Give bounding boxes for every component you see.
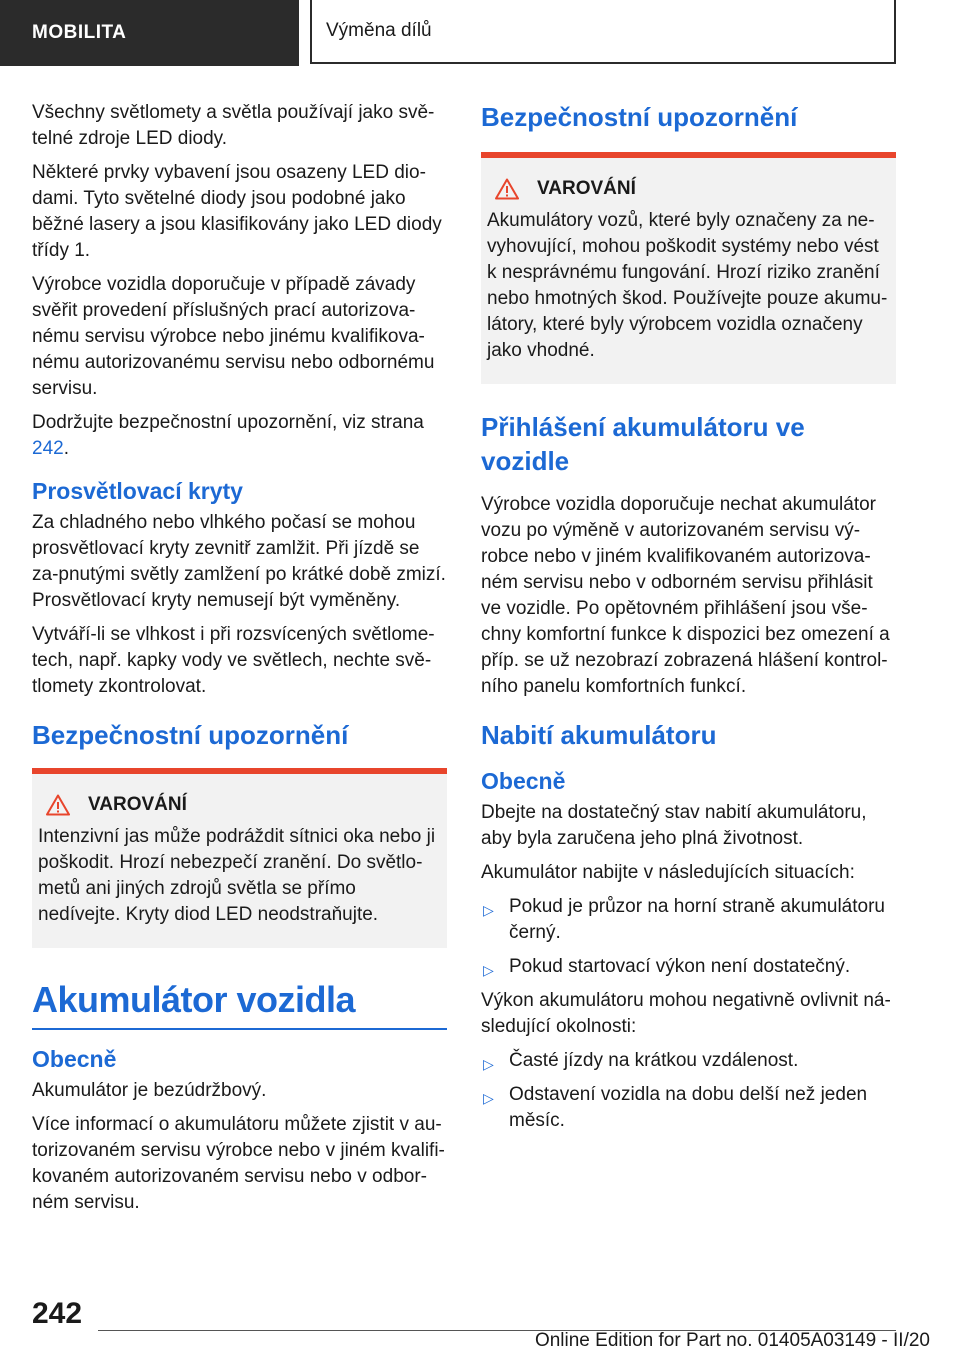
bullet-list: [481, 894, 896, 980]
left-column: [32, 100, 447, 1224]
paragraph: Výkon akumulátoru mohou negativně ovlivnit ná‐sledující okolnosti:: [481, 990, 891, 1037]
warning-title: VAROVÁNÍ: [88, 794, 187, 815]
paragraph-with-link: [32, 410, 447, 462]
heading-safety: Bezpečnostní upozornění: [481, 102, 798, 132]
paragraph: Výrobce vozidla doporučuje v případě závady svěřit provedení příslušných prací autorizova‐nému servisu výrobce nebo jinému kvalifikova‐nému autorizovanému servisu nebo odbornému servisu.: [32, 274, 435, 399]
paragraph: Více informací o akumulátoru můžete zjistit v au‐torizovaném servisu výrobce nebo v jiném kvalifi‐kovaném autorizovaném servisu nebo v odbor‐ném servisu.: [32, 1114, 445, 1213]
right-column: [481, 100, 896, 1142]
list-item: [481, 1048, 896, 1074]
paragraph: Všechny světlomety a světla používají jako svě‐telné zdroje LED diody.: [32, 102, 435, 149]
page-link[interactable]: 242: [32, 438, 64, 459]
warning-box: [481, 152, 896, 384]
heading-general: Obecně: [32, 1046, 117, 1072]
warning-text: Intenzivní jas může podráždit sítnici oka nebo ji poškodit. Hrozí nebezpečí zranění. Do světlo‐metů ani jiných zdrojů světla se přímo nedívejte. Kryty diod LED neodstraňujte.: [38, 826, 436, 925]
triangle-bullet-icon: ▷: [483, 1090, 494, 1106]
paragraph: Za chladného nebo vlhkého počasí se mohou prosvětlovací kryty zevnitř zamlžit. Při jízdě se za‐pnutými světly zamlžení po krátké době zmizí. Prosvětlovací kryty nemusejí být vyměněny.: [32, 512, 446, 611]
paragraph: Dbejte na dostatečný stav nabití akumulátoru, aby byla zaručena jeho plná životnost.: [481, 802, 867, 849]
paragraph-end: .: [63, 438, 69, 459]
chapter-heading-wrap: [32, 978, 447, 1030]
warning-triangle-icon: [46, 794, 70, 816]
edition-footer: Online Edition for Part no. 01405A03149 - II/20: [534, 1330, 930, 1351]
list-item: [481, 954, 896, 980]
triangle-bullet-icon: ▷: [483, 1056, 494, 1072]
paragraph-text: Dodržujte bezpečnostní upozornění, viz strana: [32, 412, 424, 433]
warning-text: Akumulátory vozů, které byly označeny za ne‐vyhovující, mohou poškodit systémy nebo vést k nesprávnému fungování. Hrozí riziko zranění nebo hmotných škod. Používejte pouze akumu‐látory, které byly výrobcem vozidla označeny jako vhodné.: [487, 210, 888, 361]
paragraph: Vytváří-li se vlhkost i při rozsvícených světlome‐tech, např. kapky vody ve světlech, nechte svě‐tlomety zkontrolovat.: [32, 624, 435, 697]
list-item-text: Časté jízdy na krátkou vzdálenost.: [509, 1050, 799, 1071]
paragraph: Výrobce vozidla doporučuje nechat akumulátor vozu po výměně v autorizovaném servisu vý‐robce nebo v jiném kvalifikovaném autorizova‐ném servisu nebo v odborném servisu přihlásit ve vozidle. Po opětovném přihlášení jsou vše‐chny komfortní funkce k dispozici bez omezení a příp. se už nezobrazí zobrazená hlášení kontrol‐ního panelu komfortních funkcí.: [481, 494, 890, 697]
list-item-text: Pokud je průzor na horní straně akumulátoru černý.: [509, 896, 885, 943]
warning-header: [487, 178, 888, 200]
heading-register: Přihlášení akumulátoru ve vozidle: [481, 412, 805, 476]
subsection-title: Výměna dílů: [326, 20, 432, 41]
section-tab: [0, 0, 299, 66]
subsection-tab: [310, 0, 896, 64]
triangle-bullet-icon: ▷: [483, 962, 494, 978]
section-title: MOBILITA: [32, 22, 127, 43]
heading-general: Obecně: [481, 768, 566, 794]
page-number: 242: [32, 1297, 83, 1330]
triangle-bullet-icon: ▷: [483, 902, 494, 918]
list-item-text: Pokud startovací výkon není dostatečný.: [509, 956, 851, 977]
paragraph: Akumulátor nabijte v následujících situacích:: [481, 862, 855, 883]
paragraph: Akumulátor je bezúdržbový.: [32, 1080, 267, 1101]
bullet-list: [481, 1048, 896, 1134]
warning-title: VAROVÁNÍ: [537, 178, 636, 199]
warning-triangle-icon: [495, 178, 519, 200]
chapter-heading-battery: Akumulátor vozidla: [32, 979, 356, 1020]
heading-safety: Bezpečnostní upozornění: [32, 720, 349, 750]
warning-header: [38, 794, 439, 816]
paragraph: Některé prvky vybavení jsou osazeny LED dio‐dami. Tyto světelné diody jsou podobné jako běžné lasery a jsou klasifikovány jako LED diody třídy 1.: [32, 162, 442, 261]
list-item: [481, 1082, 896, 1134]
list-item-text: Odstavení vozidla na dobu delší než jeden měsíc.: [509, 1084, 868, 1131]
warning-box: [32, 768, 447, 948]
list-item: [481, 894, 896, 946]
heading-charge: Nabití akumulátoru: [481, 720, 717, 750]
heading-covers: Prosvětlovací kryty: [32, 478, 243, 504]
